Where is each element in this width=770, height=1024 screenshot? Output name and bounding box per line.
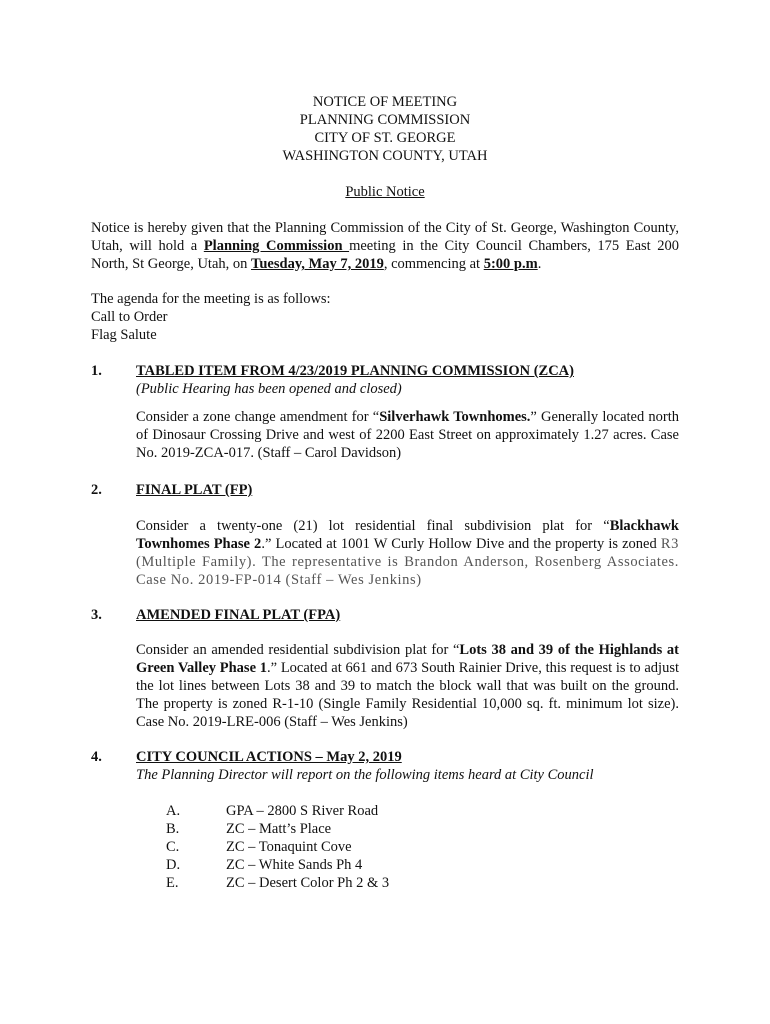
agenda-call-to-order: Call to Order — [91, 309, 168, 325]
section-2-number: 2. — [91, 482, 102, 498]
list-item-letter: E. — [166, 875, 179, 891]
public-notice-heading: Public Notice — [345, 184, 425, 200]
section-2-text-2: .” Located at 1001 W Curly Hollow Dive and the property is zoned — [261, 536, 661, 552]
header-line-county: WASHINGTON COUNTY, UTAH — [282, 148, 488, 164]
section-1-bold: Silverhawk Townhomes. — [379, 409, 531, 425]
public-notice-heading-wrap — [0, 183, 770, 201]
intro-text-2: meeting in the City Council Chambers, 175 East 200 North, St George, Utah, on — [91, 238, 679, 272]
section-1-note: (Public Hearing has been opened and closed) — [136, 381, 402, 397]
intro-text-1: Notice is hereby given that the Planning Commission of the City of St. George, Washington County, Utah, will hold a — [91, 220, 679, 254]
list-item-letter: B. — [166, 821, 180, 837]
section-1-title: TABLED ITEM FROM 4/23/2019 PLANNING COMMISSION (ZCA) — [136, 363, 574, 379]
notice-header — [0, 93, 770, 165]
section-3-bold: Lots 38 and 39 of the Highlands at Green Valley Phase 1 — [136, 642, 679, 676]
list-item-text: ZC – Matt’s Place — [226, 821, 332, 837]
section-2-bold: Blackhawk Townhomes Phase 2 — [136, 518, 679, 552]
list-item-letter: A. — [166, 803, 181, 819]
section-2-paragraph — [136, 517, 679, 589]
section-3-title: AMENDED FINAL PLAT (FPA) — [136, 607, 341, 623]
section-3-text-1: Consider an amended residential subdivision plat for “ — [136, 642, 460, 658]
section-3-text-2: .” Located at 661 and 673 South Rainier Drive, this request is to adjust the lot lines between Lots 38 and 39 to match the block wall that was built on the ground. The property is zoned R-1-10 (Single Family Residential 10,000 sq. ft. minimum lot size). Case No. 2019-LRE-006 (Staff – Wes Jenkins) — [136, 660, 679, 730]
intro-text-3: , commencing at — [383, 256, 484, 272]
intro-meeting-time: 5:00 p.m — [483, 256, 538, 272]
section-1-text-2: ” Generally located north of Dinosaur Crossing Drive and west of 2200 East Street on approximately 1.27 acres. Case No. 2019-ZCA-017. (Staff – Carol Davidson) — [136, 409, 679, 461]
list-item-letter: C. — [166, 839, 180, 855]
section-4-number: 4. — [91, 749, 102, 765]
section-3-paragraph — [136, 641, 679, 731]
list-item-text: ZC – Tonaquint Cove — [226, 839, 352, 855]
section-1-text-1: Consider a zone change amendment for “ — [136, 409, 380, 425]
intro-paragraph — [91, 219, 679, 273]
intro-text-4: . — [537, 256, 542, 272]
section-1-number: 1. — [91, 363, 102, 379]
section-3-number: 3. — [91, 607, 102, 623]
list-item-text: GPA – 2800 S River Road — [226, 803, 379, 819]
agenda-intro: The agenda for the meeting is as follows: — [91, 291, 331, 307]
intro-planning-commission: Planning Commission — [203, 238, 350, 254]
section-4-title: CITY COUNCIL ACTIONS – May 2, 2019 — [136, 749, 402, 765]
agenda-flag-salute: Flag Salute — [91, 327, 157, 343]
section-2-text-1: Consider a twenty-one (21) lot residential final subdivision plat for “ — [136, 518, 610, 534]
list-item-letter: D. — [166, 857, 181, 873]
header-line-notice: NOTICE OF MEETING — [312, 94, 458, 110]
section-2-title: FINAL PLAT (FP) — [136, 482, 253, 498]
section-2-text-3: R3 (Multiple Family). The representative is Brandon Anderson, Rosenberg Associates. Case No. 2019-FP-014 (Staff – Wes Jenkins) — [136, 536, 679, 588]
section-4-note: The Planning Director will report on the following items heard at City Council — [136, 767, 594, 783]
list-item-text: ZC – Desert Color Ph 2 & 3 — [226, 875, 390, 891]
header-line-commission: PLANNING COMMISSION — [299, 112, 471, 128]
intro-meeting-date: Tuesday, May 7, 2019 — [251, 256, 384, 272]
section-1-paragraph — [136, 408, 679, 462]
header-line-city: CITY OF ST. GEORGE — [314, 130, 456, 146]
list-item-text: ZC – White Sands Ph 4 — [226, 857, 363, 873]
